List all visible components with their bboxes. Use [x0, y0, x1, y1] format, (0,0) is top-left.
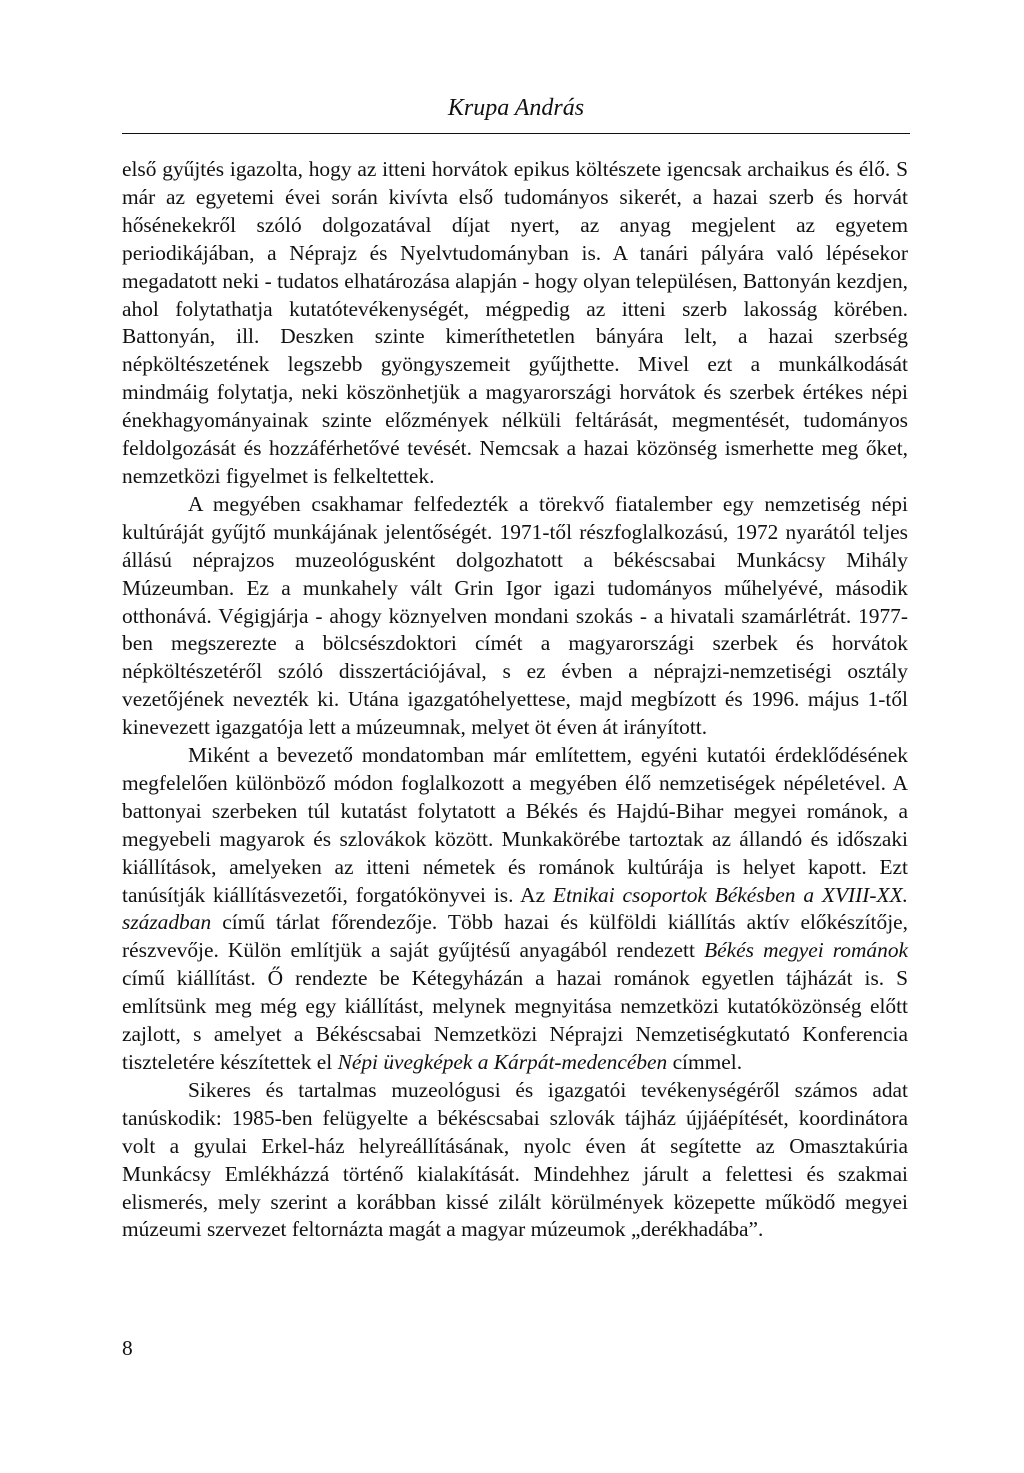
paragraph-2	[122, 491, 908, 742]
paragraph-text: Sikeres és tartalmas muzeológusi és igazgatói tevékenységéről számos adat tanúskodik: 1985-ben felügyelte a békéscsabai szlovák tájház újjáépítését, koordinátora volt a gyulai Erkel-ház helyreállításának, nyolc éven át segítette az Omasztakúria Munkácsy Emlékházzá történő kialakítását. Mindehhez járult a felettesi és szakmai elismerés, mely szerint a korábban kissé zilált körülmények közepette működő megyei múzeumi szervezet feltornázta magát a magyar múzeumok „derékhadába”.	[122, 1077, 908, 1242]
paragraph-text: című kiállítást. Ő rendezte be Kétegyházán a hazai románok egyetlen tájházát is. S említsünk meg még egy kiállítást, melynek megnyitása nemzetközi kutatóközönség előtt zajlott, s amelyet a Békéscsabai Nemzetközi Néprajzi Nemzetiségkutató Konferencia tiszteletére készítettek el	[122, 966, 908, 1074]
body-text	[122, 156, 908, 1244]
paragraph-text: című tárlat főrendezője. Több hazai és külföldi kiállítás aktív előkészítője, részvevője. Külön említjük a saját gyűjtésű anyagából rendezett	[122, 910, 908, 963]
paragraph-1	[122, 156, 908, 491]
exhibition-title: Etnikai csoportok Békésben a XVIII-XX. században	[122, 882, 908, 935]
page-number: 8	[122, 1336, 133, 1360]
paragraph-4	[122, 1077, 908, 1244]
paragraph-text: Miként a bevezető mondatomban már említettem, egyéni kutatói érdeklődésének megfelelően különböző módon foglalkozott a megyében élő nemzetiségek népéletével. A battonyai szerbeken túl kutatást folytatott a Békés és Hajdú-Bihar megyei románok, a megyebeli magyarok és szlovákok között. Munkakörébe tartoztak az állandó és időszaki kiállítások, amelyeken az itteni németek és románok kultúrája is helyet kapott. Ezt tanúsítják kiállításvezetői, forgatókönyvei is. Az	[122, 743, 908, 907]
exhibition-title: Népi üvegképek a Kárpát-medencében	[337, 1050, 668, 1074]
header-rule	[122, 133, 910, 134]
paragraph-text: címmel.	[667, 1050, 743, 1074]
paragraph-3	[122, 742, 908, 1077]
running-header: Krupa András	[447, 95, 585, 121]
paragraph-text: A megyében csakhamar felfedezték a törekvő fiatalember egy nemzetiség népi kultúráját gyűjtő munkájának jelentőségét. 1971-től részfoglalkozású, 1972 nyarától teljes állású néprajzos muzeológusként dolgozhatott a békéscsabai Munkácsy Mihály Múzeumban. Ez a munkahely vált Grin Igor igazi tudományos műhelyévé, második otthonává. Végigjárja - ahogy köznyelven mondani szokás - a hivatali szamárlétrát. 1977-ben megszerezte a bölcsészdoktori címét a magyarországi szerbek és horvátok népköltészetéről szóló disszertációjával, s ez évben a néprajzi-nemzetiségi osztály vezetőjének nevezték ki. Utána igazgatóhelyettese, majd megbízott és 1996. május 1-től kinevezett igazgatója lett a múzeumnak, melyet öt éven át irányított.	[122, 491, 908, 740]
exhibition-title: Békés megyei románok	[704, 938, 909, 963]
paragraph-text: első gyűjtés igazolta, hogy az itteni horvátok epikus költészete igencsak archaikus és élő. S már az egyetemi évei során kivívta első tudományos sikerét, a hazai szerb és horvát hősénekekről szóló dolgozatával díjat nyert, az anyag megjelent az egyetem periodikájában, a Néprajz és Nyelvtudományban is. A tanári pályára való lépésekor megadatott neki - tudatos elhatározása alapján - hogy olyan településen, Battonyán kezdjen, ahol folytathatja kutatótevékenységét, mégpedig az itteni szerb lakosság körében. Battonyán, ill. Deszken szinte kimeríthetetlen bányára lelt, a hazai szerbség népköltészetének legszebb gyöngyszemeit gyűjthette. Mivel ezt a munkálkodását mindmáig folytatja, neki köszönhetjük a magyarországi horvátok és szerbek értékes népi énekhagyományainak szinte előzmények nélküli feltárását, megmentését, tudományos feldolgozását és hozzáférhetővé tevését. Nemcsak a hazai közönség ismerhette meg őket, nemzetközi figyelmet is felkeltettek.	[122, 157, 908, 488]
